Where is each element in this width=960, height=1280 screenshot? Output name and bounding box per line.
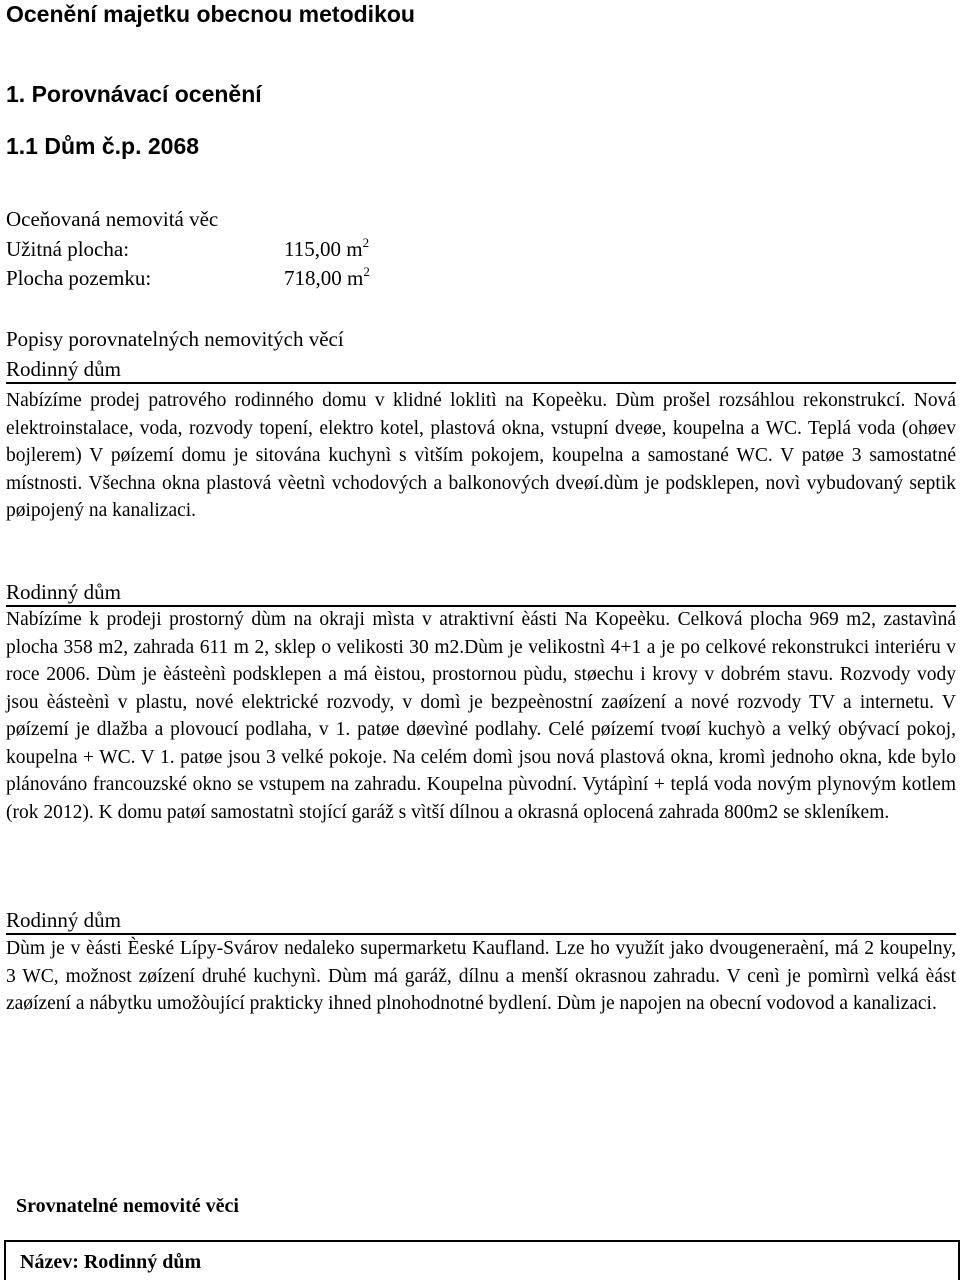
name-label: Název: Rodinný dům [20, 1251, 202, 1273]
name-box [4, 1240, 960, 1280]
usable-area-value: 115,00 m [284, 237, 363, 261]
usable-area-row [6, 236, 369, 262]
property-title: Rodinný dům [6, 907, 956, 935]
descriptions-title: Popisy porovnatelných nemovitých věcí [6, 327, 344, 351]
subject-title: Oceňovaná nemovitá věc [6, 207, 219, 231]
property-title: Rodinný dům [6, 579, 956, 607]
section-heading: 1. Porovnávací ocenění [6, 81, 262, 107]
comparison-title: Srovnatelné nemovité věci [16, 1195, 239, 1217]
usable-area-label: Užitná plocha: [6, 237, 130, 261]
property-description: Nabízíme k prodeji prostorný dùm na okraji mìsta v atraktivní èásti Na Kopeèku. Celková plocha 969 m2, zastavìná plocha 358 m2, zahrada 611 m 2, sklep o velikosti 30 m2.Dùm je velikostnì 4+1 a je po celkové rekonstrukci interiéru v roce 2006. Dùm je èásteènì podsklepen a má èistou, prostornou pùdu, støechu i krovy v dobrém stavu. Rozvody vody jsou èásteènì v plastu, nové elektrické rozvody, v domì je bezpeènostní zaøízení a nové rozvody TV a internetu. V pøízemí je dlažba a plovoucí podlaha, v 1. patøe døevìné podlahy. Celé pøízemí tvoøí kuchyò a velký obývací pokoj, koupelna + WC. V 1. patøe jsou 3 velké pokoje. Na celém domì jsou nová plastová okna, kromì jednoho okna, kde bylo plánováno francouzské okno se vstupem na zahradu. Koupelna pùvodní. Vytápìní + teplá voda novým plynovým kotlem (rok 2012). K domu patøí samostatnì stojící garáž s vìtší dílnou a okrasná oplocená zahrada 800m2 se skleníkem. [6, 609, 956, 823]
land-area-value: 718,00 m [284, 266, 364, 290]
subsection-heading: 1.1 Dům č.p. 2068 [6, 133, 200, 159]
property-description: Dùm je v èásti Èeské Lípy-Svárov nedaleko supermarketu Kaufland. Lze ho využít jako dvougeneraèní, má 2 koupelny, 3 WC, možnost zøízení druhé kuchynì. Dùm má garáž, dílnu a menší okrasnou zahradu. V cenì je pomìrnì velká èást zaøízení a nábytku umožòující prakticky ihned plnohodnotné bydlení. Dùm je napojen na obecní vodovod a kanalizaci. [6, 938, 956, 1014]
document-heading: Ocenění majetku obecnou metodikou [6, 1, 415, 27]
property-title: Rodinný dům [6, 356, 956, 384]
land-area-unit-sup: 2 [363, 264, 370, 279]
land-area-row [6, 265, 370, 291]
land-area-label: Plocha pozemku: [6, 266, 152, 290]
usable-area-unit-sup: 2 [362, 235, 370, 250]
property-description: Nabízíme prodej patrového rodinného domu v klidné loklitì na Kopeèku. Dùm prošel rozsáhlou rekonstrukcí. Nová elektroinstalace, voda, rozvody topení, elektro kotel, plastová okna, vstupní dveøe, koupelna a WC. Teplá voda (ohøev bojlerem) V pøízemí domu je sitována kuchynì s vìtším pokojem, koupelna a samostané WC. V patøe 3 samostatné místnosti. Všechna okna plastová vèetnì vchodových a balkonových dveøí.dùm je podsklepen, novì vybudovaný septik pøipojený na kanalizaci. [6, 390, 956, 521]
